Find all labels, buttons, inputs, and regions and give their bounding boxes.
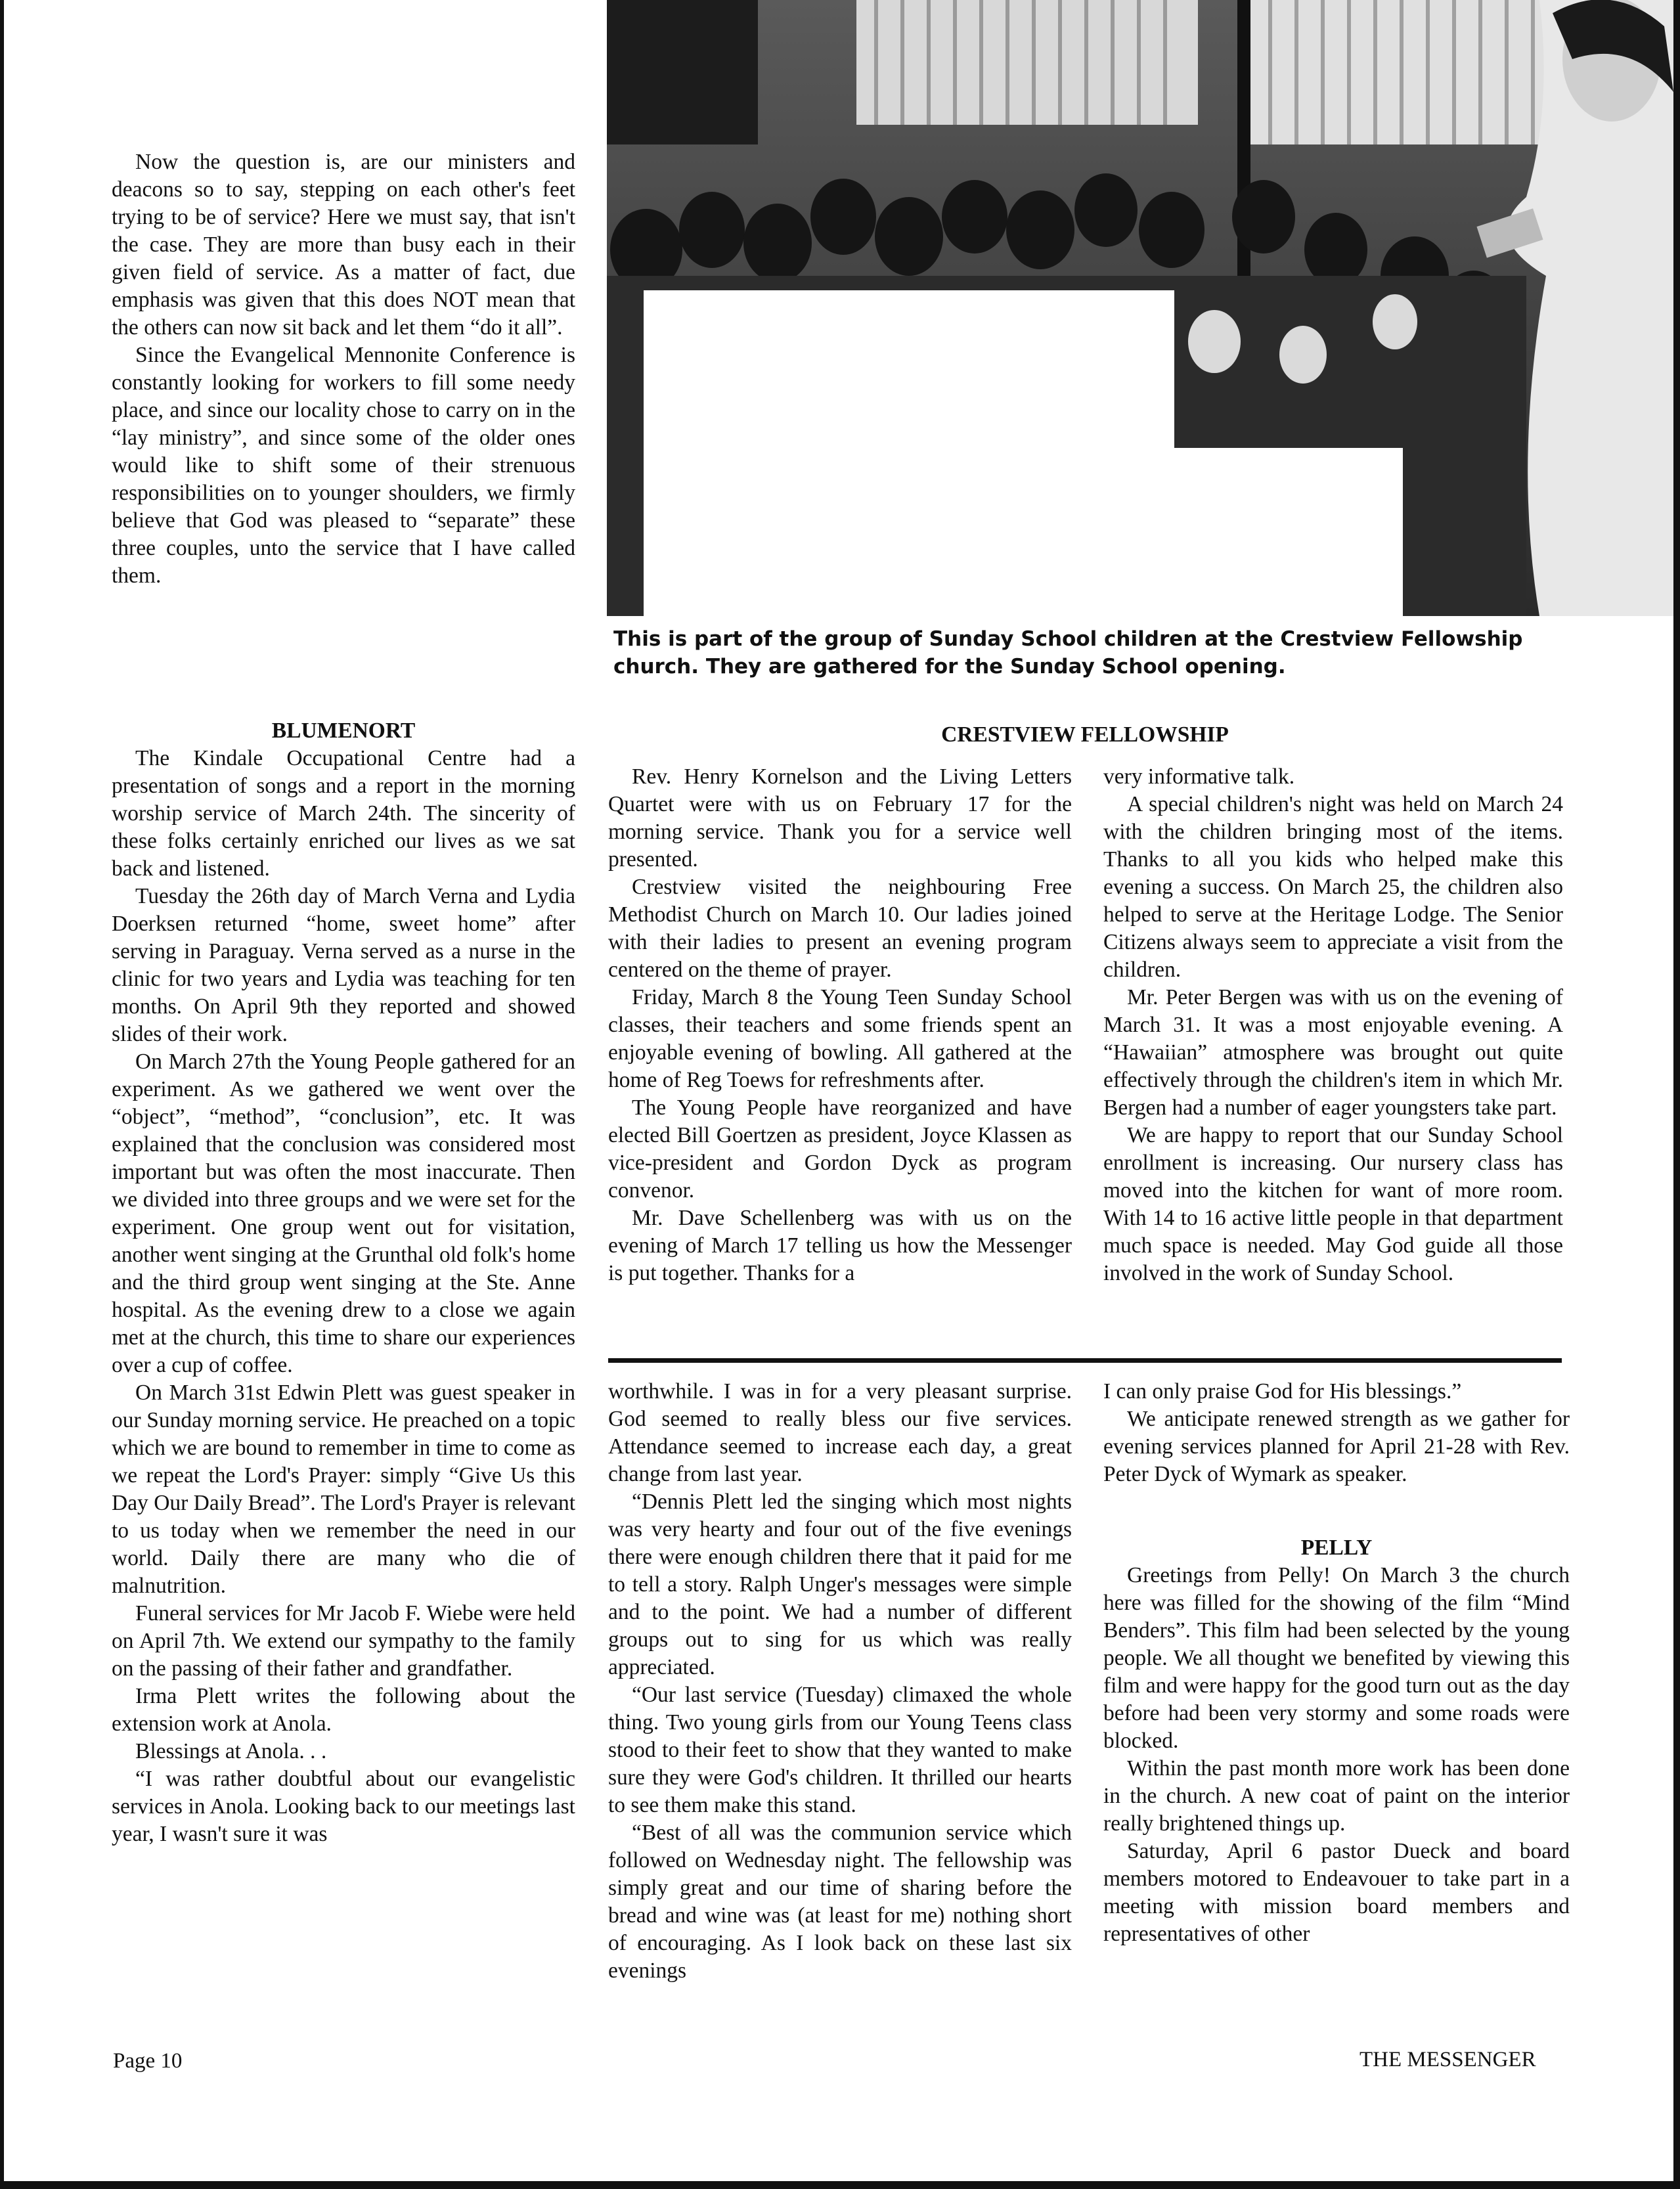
publication-name: THE MESSENGER [1359,2048,1536,2071]
crestview-column-1 [608,763,1072,1287]
section-heading-pelly: PELLY [1300,1536,1373,1560]
photo-caption: This is part of the group of Sunday School children at the Crestview Fellowship church. They are gathered for the Sunday School opening. [613,627,1523,678]
blumenort-paragraph: On March 31st Edwin Plett was guest speaker in our Sunday morning service. He preached on a topic which we are bound to remember in time to come as we repeat the Lord's Prayer: simply “Give Us this Day Our Daily Bread”. The Lord's Prayer is relevant to us today when we remember the need in our world. Daily there are many who die of malnutrition. [112,1381,575,1598]
intro-column [112,148,575,590]
anola-continued-column [608,1378,1072,1985]
blumenort-paragraph: “I was rather doubtful about our evangelistic services in Anola. Looking back to our meetings last year, I wasn't sure it was [112,1767,575,1846]
page-border-left [0,0,4,2189]
crestview-paragraph: Mr. Peter Bergen was with us on the evening of March 31. It was a most enjoyable evening. A “Hawaiian” atmosphere was brought out quite effectively through the children's item in which Mr. Bergen had a number of eager youngsters take part. [1103,985,1563,1120]
blumenort-paragraph: Tuesday the 26th day of March Verna and Lydia Doerksen returned “home, sweet home” after serving in Paraguay. Verna served as a nurse in the clinic for two years and Lydia was teaching for ten months. On April 9th they reported and showed slides of their work. [112,884,575,1046]
anola-paragraph: “Best of all was the communion service which followed on Wednesday night. The fellowship was simply great and our time of sharing before the bread and wine was (at least for me) nothing short of encouraging. As I look back on these last six evenings [608,1821,1072,1983]
pelly-paragraph: Within the past month more work has been done in the church. A new coat of paint on the interior really brightened things up. [1103,1756,1570,1836]
blumenort-column [112,717,575,1848]
intro-paragraph: Since the Evangelical Mennonite Conference is constantly looking for workers to fill some needy place, and since our locality chose to carry on in the “lay ministry”, and since some of the older ones would like to shift some of their strenuous responsibilities on to younger shoulders, we firmly believe that God was pleased to “separate” these three couples, unto the service that I have called them. [112,343,575,588]
crestview-paragraph: very informative talk. [1103,764,1295,789]
anola-paragraph: worthwhile. I was in for a very pleasant surprise. God seemed to really bless our five services. Attendance seemed to increase each day, a great change from last year. [608,1379,1072,1486]
section-divider-rule [608,1358,1562,1363]
photo-redaction-block [644,448,1403,616]
pelly-paragraph: Saturday, April 6 pastor Dueck and board members motored to Endeavouer to take part in a meeting with mission board members and representatives of other [1103,1839,1570,1946]
section-heading-blumenort: BLUMENORT [271,719,416,743]
section-heading-crestview: CRESTVIEW FELLOWSHIP [941,722,1229,747]
crestview-paragraph: Crestview visited the neighbouring Free Methodist Church on March 10. Our ladies joined with their ladies to present an evening program centered on the theme of prayer. [608,875,1072,982]
crestview-column-2 [1103,763,1563,1287]
page-number: Page 10 [113,2049,183,2073]
anola-paragraph: “Dennis Plett led the singing which most nights was very hearty and four out of the five evenings there were enough children there that it paid for me to tell a story. Ralph Unger's messages were simple and to the point. We had a number of different groups out to sing for us which was really appreciated. [608,1490,1072,1679]
blumenort-paragraph: The Kindale Occupational Centre had a presentation of songs and a report in the morning worship service of March 24th. The sincerity of these folks certainly enriched our lives as we sat back and listened. [112,746,575,881]
crestview-paragraph: A special children's night was held on March 24 with the children bringing most of the items. Thanks to all you kids who helped make this evening a success. On March 25, the children also helped to serve at the Heritage Lodge. The Senior Citizens always seem to appreciate a visit from the children. [1103,792,1563,982]
right-bottom-column [1103,1378,1570,1948]
sunday-school-photo [607,0,1673,616]
anola-closing-line: I can only praise God for His blessings.” [1103,1379,1462,1404]
pelly-paragraph: Greetings from Pelly! On March 3 the church here was filled for the showing of the film “Mind Benders”. This film had been selected by the young people. We all thought we benefited by viewing this film and were happy for the good turn out as the day before had been very stormy and some roads were blocked. [1103,1563,1570,1753]
blumenort-paragraph: Blessings at Anola. . . [135,1739,327,1763]
crestview-paragraph: Mr. Dave Schellenberg was with us on the evening of March 17 telling us how the Messenger is put together. Thanks for a [608,1206,1072,1285]
anola-paragraph: “Our last service (Tuesday) climaxed the whole thing. Two young girls from our Young Teens class stood to their feet to show that they wanted to make sure they were God's children. It thrilled our hearts to see them make this stand. [608,1683,1072,1817]
crestview-paragraph: Rev. Henry Kornelson and the Living Letters Quartet were with us on February 17 for the morning service. Thank you for a service well presented. [608,764,1072,872]
crestview-paragraph: Friday, March 8 the Young Teen Sunday School classes, their teachers and some friends spent an enjoyable evening of bowling. All gathered at the home of Reg Toews for refreshments after. [608,985,1072,1092]
photo-redaction-block [644,290,1174,449]
page-border-right [1673,0,1680,2189]
blumenort-paragraph: On March 27th the Young People gathered for an experiment. As we gathered we went over the “object”, “method”, “conclusion”, etc. It was explained that the conclusion was considered most important but was often the most inaccurate. Then we divided into three groups and we were set for the experiment. One group went out for visitation, another went singing at the Grunthal old folk's home and the third group went singing at the Ste. Anne hospital. As the evening drew to a close we again met at the church, this time to share our experiences over a cup of coffee. [112,1050,575,1377]
blumenort-paragraph: Irma Plett writes the following about the extension work at Anola. [112,1684,575,1736]
crestview-paragraph: We are happy to report that our Sunday School enrollment is increasing. Our nursery class has moved into the kitchen for want of more room. With 14 to 16 active little people in that department much space is needed. May God guide all those involved in the work of Sunday School. [1103,1123,1563,1285]
page-border-bottom [0,2181,1680,2189]
crestview-paragraph: The Young People have reorganized and have elected Bill Goertzen as president, Joyce Klassen as vice-president and Gordon Dyck as program convenor. [608,1095,1072,1203]
anticipate-paragraph: We anticipate renewed strength as we gather for evening services planned for April 21-28 with Rev. Peter Dyck of Wymark as speaker. [1103,1407,1570,1486]
blumenort-paragraph: Funeral services for Mr Jacob F. Wiebe were held on April 7th. We extend our sympathy to the family on the passing of their father and grandfather. [112,1601,575,1681]
intro-paragraph: Now the question is, are our ministers and deacons so to say, stepping on each other's feet trying to be of service? Here we must say, that isn't the case. They are more than busy each in their given field of service. As a matter of fact, due emphasis was given that this does NOT mean that the others can now sit back and let them “do it all”. [112,150,575,340]
photo-illustration [607,0,1673,616]
